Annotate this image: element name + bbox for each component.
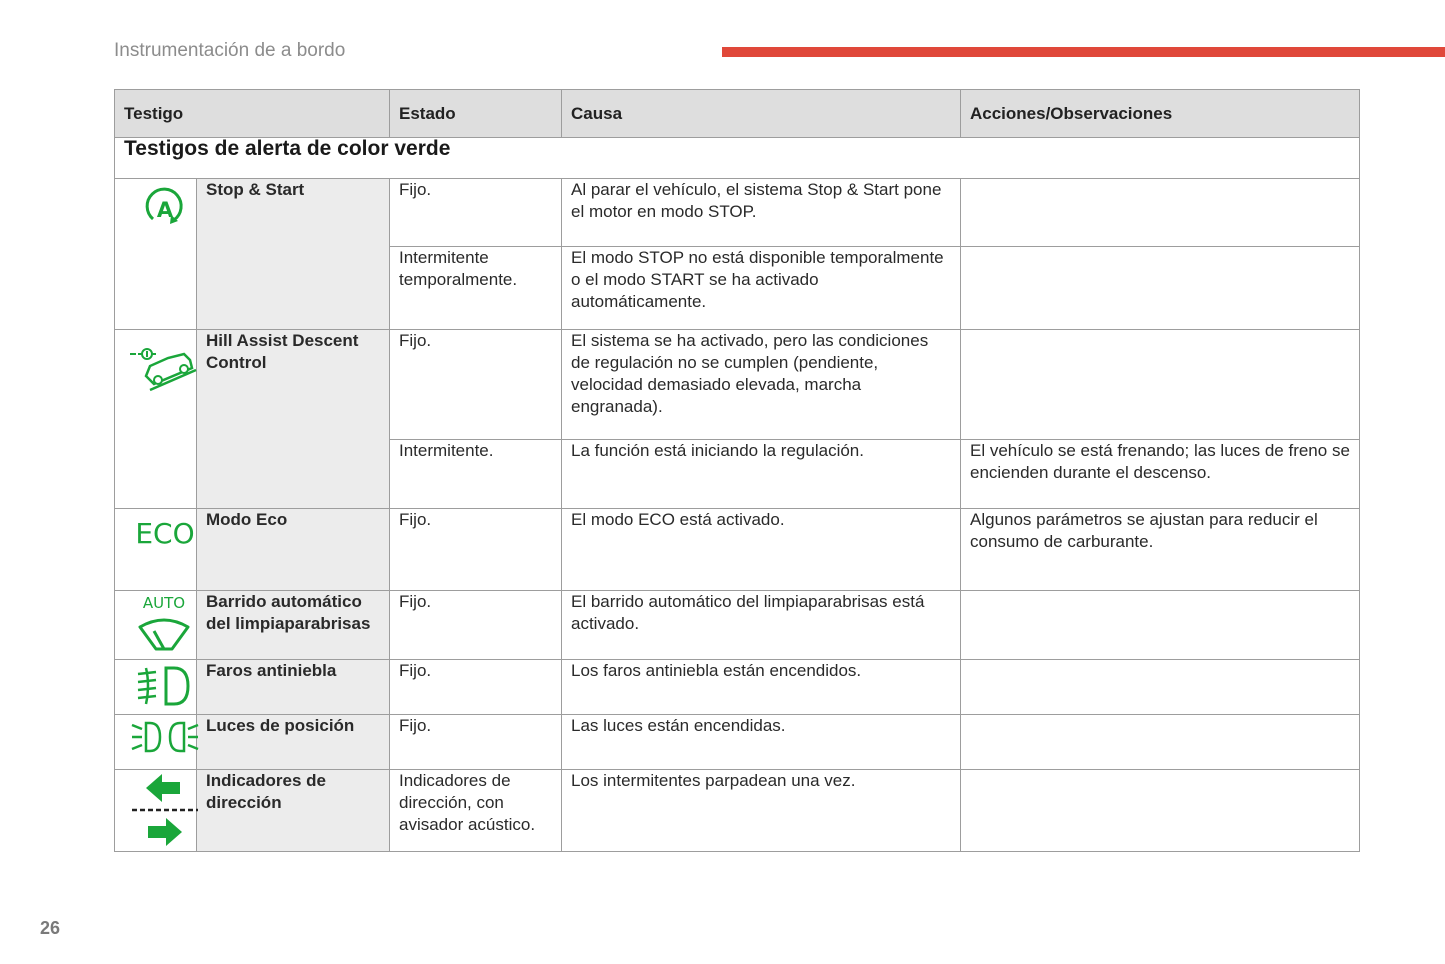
table-row (115, 770, 1360, 852)
hill-descent-icon (115, 330, 197, 509)
row-name: Barrido automático del limpiaparabrisas (197, 591, 390, 660)
cell-causa: La función está iniciando la regulación. (562, 440, 961, 509)
section-title: Testigos de alerta de color verde (115, 138, 1360, 179)
svg-text:A: A (156, 198, 174, 222)
fog-light-icon (115, 660, 197, 715)
table-row (115, 715, 1360, 770)
header-testigo: Testigo (115, 90, 390, 138)
page-header-title: Instrumentación de a bordo (114, 40, 346, 61)
cell-estado: Fijo. (390, 715, 562, 770)
auto-wiper-icon (115, 591, 197, 660)
stop-start-icon (115, 179, 197, 330)
row-name: Hill Assist Descent Control (197, 330, 390, 509)
cell-causa: El sistema se ha activado, pero las condiciones de regulación no se cumplen (pendiente, velocidad demasiado elevada, marcha engranada). (562, 330, 961, 440)
cell-estado: Fijo. (390, 591, 562, 660)
header-estado: Estado (390, 90, 562, 138)
page-number: 26 (40, 918, 61, 938)
table-row (115, 660, 1360, 715)
cell-acciones (961, 330, 1360, 440)
warning-lights-table (114, 89, 1360, 852)
cell-acciones (961, 660, 1360, 715)
position-lights-icon (115, 715, 197, 770)
cell-acciones (961, 591, 1360, 660)
table-row (115, 179, 1360, 247)
cell-causa: Al parar el vehículo, el sistema Stop & Start pone el motor en modo STOP. (562, 179, 961, 247)
auto-icon-text: AUTO (142, 594, 186, 612)
row-name: Indicadores de dirección (197, 770, 390, 852)
turn-indicators-icon (115, 770, 197, 852)
header-acciones: Acciones/Observaciones (961, 90, 1360, 138)
cell-acciones: Algunos parámetros se ajustan para reducir el consumo de carburante. (961, 509, 1360, 591)
table-header-row (115, 90, 1360, 138)
cell-estado: Fijo. (390, 330, 562, 440)
row-name: Luces de posición (197, 715, 390, 770)
cell-causa: El modo ECO está activado. (562, 509, 961, 591)
cell-acciones (961, 770, 1360, 852)
eco-icon-text: ECO (135, 517, 195, 550)
row-name: Modo Eco (197, 509, 390, 591)
section-row (115, 138, 1360, 179)
header-causa: Causa (562, 90, 961, 138)
cell-acciones (961, 179, 1360, 247)
cell-causa: Los faros antiniebla están encendidos. (562, 660, 961, 715)
cell-acciones (961, 247, 1360, 330)
row-name: Faros antiniebla (197, 660, 390, 715)
header-accent-bar (722, 47, 1445, 57)
table-row (115, 509, 1360, 591)
cell-causa: El barrido automático del limpiaparabrisas está activado. (562, 591, 961, 660)
cell-estado: Intermitente temporalmente. (390, 247, 562, 330)
cell-causa: El modo STOP no está disponible temporalmente o el modo START se ha activado automáticamente. (562, 247, 961, 330)
eco-icon (115, 509, 197, 591)
cell-estado: Fijo. (390, 660, 562, 715)
cell-causa: Las luces están encendidas. (562, 715, 961, 770)
cell-acciones (961, 715, 1360, 770)
cell-causa: Los intermitentes parpadean una vez. (562, 770, 961, 852)
cell-acciones: El vehículo se está frenando; las luces de freno se encienden durante el descenso. (961, 440, 1360, 509)
cell-estado: Indicadores de dirección, con avisador acústico. (390, 770, 562, 852)
cell-estado: Intermitente. (390, 440, 562, 509)
table-row (115, 330, 1360, 440)
cell-estado: Fijo. (390, 509, 562, 591)
table-row (115, 591, 1360, 660)
cell-estado: Fijo. (390, 179, 562, 247)
row-name: Stop & Start (197, 179, 390, 330)
